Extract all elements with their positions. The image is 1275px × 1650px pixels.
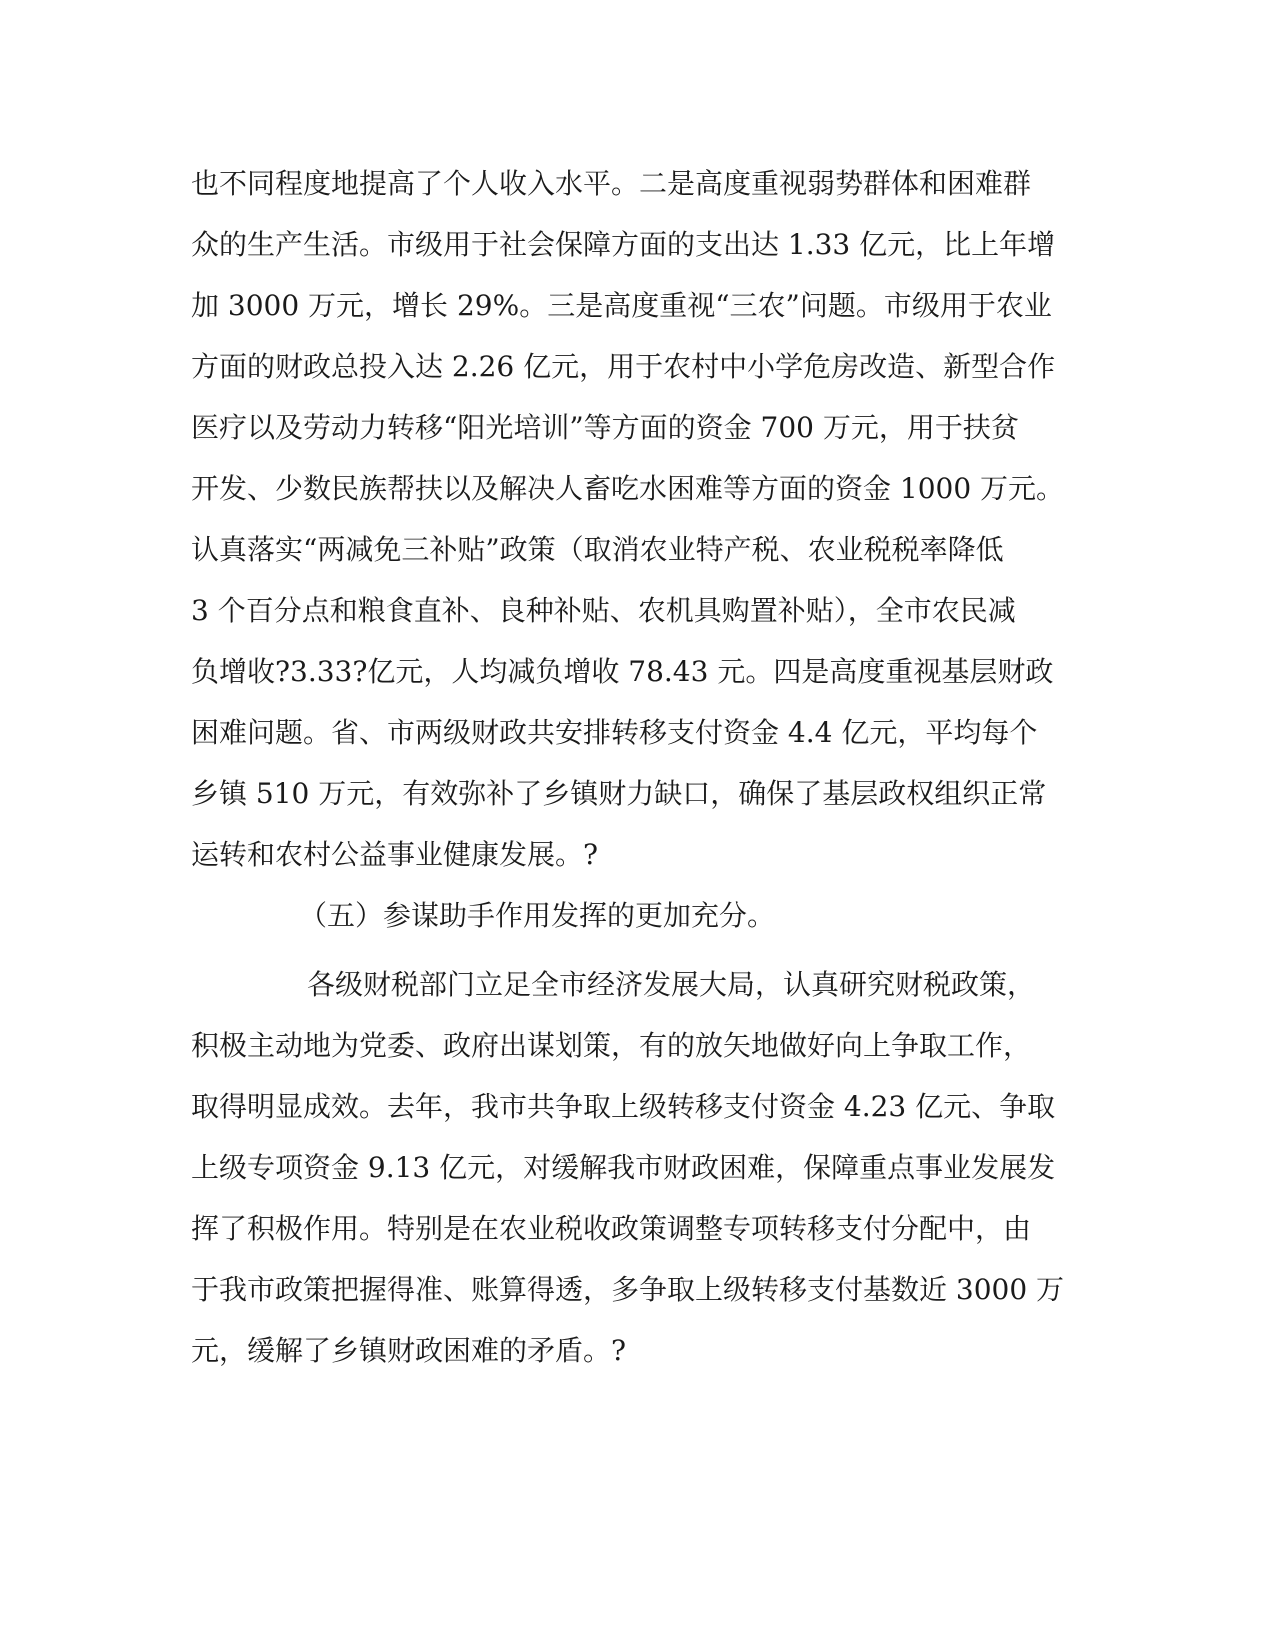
paragraph-2-line: 各级财税部门立足全市经济发展大局，认真研究财税政策，	[307, 968, 1036, 1001]
paragraph-1-line: 众的生产生活。市级用于社会保障方面的支出达 1.33 亿元，比上年增	[191, 228, 1056, 261]
paragraph-1-line: 开发、少数民族帮扶以及解决人畜吃水困难等方面的资金 1000 万元。	[191, 472, 1065, 505]
paragraph-1-line: 负增收?3.33?亿元，人均减负增收 78.43 元。四是高度重视基层财政	[191, 655, 1054, 688]
paragraph-2-line: 于我市政策把握得准、账算得透，多争取上级转移支付基数近 3000 万	[191, 1273, 1065, 1306]
paragraph-1-line: 3 个百分点和粮食直补、良种补贴、农机具购置补贴），全市农民减	[191, 594, 1016, 627]
section-heading: （五）参谋助手作用发挥的更加充分。	[299, 899, 776, 932]
paragraph-2-line: 挥了积极作用。特别是在农业税收政策调整专项转移支付分配中，由	[191, 1212, 1032, 1245]
paragraph-2-line: 积极主动地为党委、政府出谋划策，有的放矢地做好向上争取工作，	[191, 1029, 1032, 1062]
paragraph-1-line: 认真落实“两减免三补贴”政策（取消农业特产税、农业税税率降低	[191, 533, 1004, 566]
paragraph-1-line: 方面的财政总投入达 2.26 亿元，用于农村中小学危房改造、新型合作	[191, 350, 1056, 383]
paragraph-1-line: 医疗以及劳动力转移“阳光培训”等方面的资金 700 万元，用于扶贫	[191, 411, 1019, 444]
paragraph-1-line: 困难问题。省、市两级财政共安排转移支付资金 4.4 亿元，平均每个	[191, 716, 1038, 749]
paragraph-1-line: 乡镇 510 万元，有效弥补了乡镇财力缺口，确保了基层政权组织正常	[191, 777, 1047, 810]
paragraph-2-line: 取得明显成效。去年，我市共争取上级转移支付资金 4.23 亿元、争取	[191, 1090, 1056, 1123]
paragraph-1-line: 运转和农村公益事业健康发展。?	[191, 838, 599, 871]
paragraph-1-line: 也不同程度地提高了个人收入水平。二是高度重视弱势群体和困难群	[191, 167, 1032, 200]
paragraph-1-line: 加 3000 万元，增长 29%。三是高度重视“三农”问题。市级用于农业	[191, 289, 1052, 322]
paragraph-2-line: 上级专项资金 9.13 亿元，对缓解我市财政困难，保障重点事业发展发	[191, 1151, 1056, 1184]
paragraph-2-line: 元，缓解了乡镇财政困难的矛盾。?	[191, 1334, 627, 1367]
